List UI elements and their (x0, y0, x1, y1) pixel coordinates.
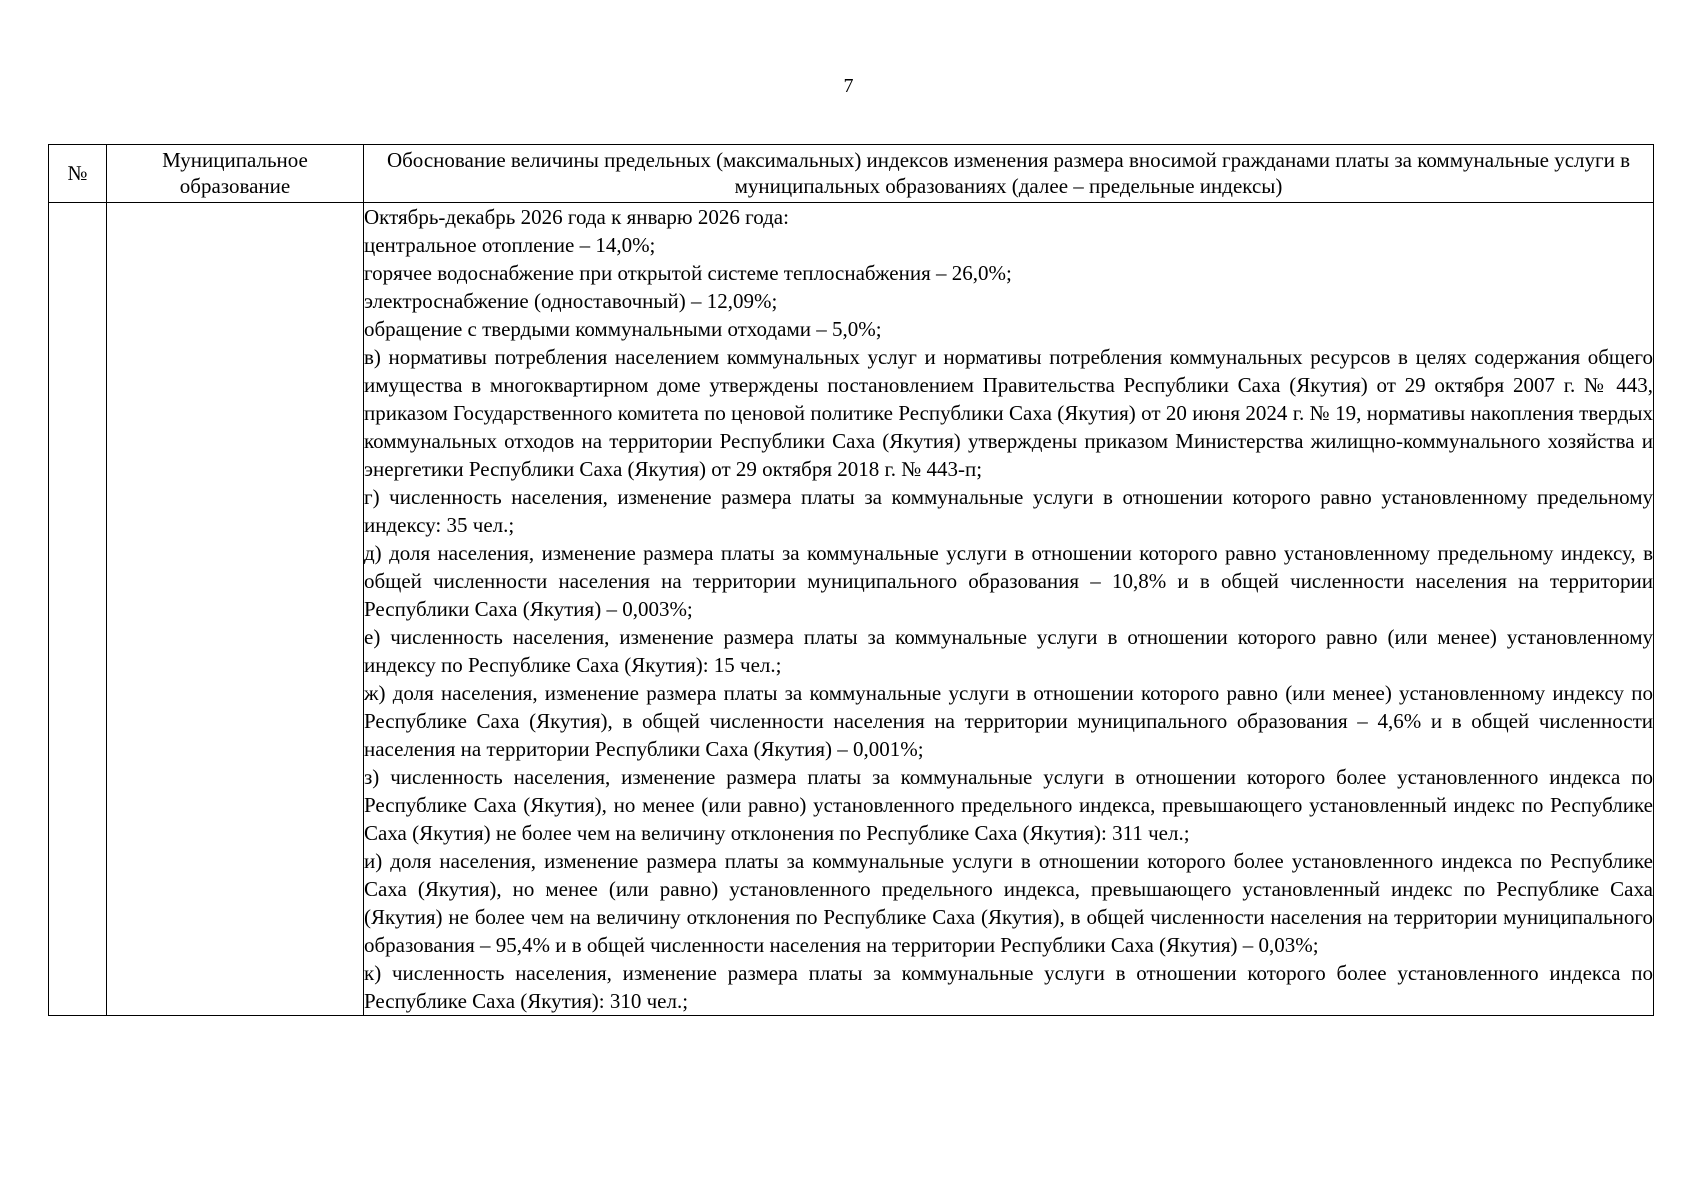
row-municipality-cell (107, 203, 364, 1016)
header-justification: Обоснование величины предельных (максимальных) индексов изменения размера вносимой гражданами платы за коммунальные услуги в муниципальных образованиях (далее – предельные индексы) (364, 145, 1654, 203)
table-row (49, 203, 1654, 1016)
row-justification-cell (364, 203, 1654, 1016)
paragraph-item-d: д) доля населения, изменение размера платы за коммунальные услуги в отношении которого равно установленному предельному индексу, в общей численности населения на территории муниципального образования – 10,8% и в общей численности населения на территории Республики Саха (Якутия) – 0,003%; (364, 541, 1653, 621)
row-number-cell (49, 203, 107, 1016)
paragraph-item-g: г) численность населения, изменение размера платы за коммунальные услуги в отношении которого равно установленному предельному индексу: 35 чел.; (364, 485, 1653, 537)
paragraph-item-zh: ж) доля населения, изменение размера платы за коммунальные услуги в отношении которого равно (или менее) установленному индексу по Республике Саха (Якутия), в общей численности населения на территории муниципального образования – 4,6% и в общей численности населения на территории Республики Саха (Якутия) – 0,001%; (364, 681, 1653, 761)
paragraph-hot-water: горячее водоснабжение при открытой системе теплоснабжения – 26,0%; (364, 261, 1012, 285)
header-municipality: Муниципальное образование (107, 145, 364, 203)
page-number: 7 (843, 75, 854, 97)
paragraph-item-z: з) численность населения, изменение размера платы за коммунальные услуги в отношении которого более установленного индекса по Республике Саха (Якутия), но менее (или равно) установленного предельного индекса, превышающего установленный индекс по Республике Саха (Якутия) не более чем на величину отклонения по Республике Саха (Якутия): 311 чел.; (364, 765, 1653, 845)
table-header-row (49, 145, 1654, 203)
paragraph-item-i: и) доля населения, изменение размера платы за коммунальные услуги в отношении которого более установленного индекса по Республике Саха (Якутия), но менее (или равно) установленного предельного индекса, превышающего установленный индекс по Республике Саха (Якутия) не более чем на величину отклонения по Республике Саха (Якутия), в общей численности населения на территории муниципального образования – 95,4% и в общей численности населения на территории Республики Саха (Якутия) – 0,03%; (364, 849, 1653, 957)
paragraph-item-v: в) нормативы потребления населением коммунальных услуг и нормативы потребления коммунальных ресурсов в целях содержания общего имущества в многоквартирном доме утверждены постановлением Правительства Республики Саха (Якутия) от 29 октября 2007 г. № 443, приказом Государственного комитета по ценовой политике Республики Саха (Якутия) от 20 июня 2024 г. № 19, нормативы накопления твердых коммунальных отходов на территории Республики Саха (Якутия) утверждены приказом Министерства жилищно-коммунального хозяйства и энергетики Республики Саха (Якутия) от 29 октября 2018 г. № 443-п; (364, 345, 1653, 481)
paragraph-item-e: е) численность населения, изменение размера платы за коммунальные услуги в отношении которого равно (или менее) установленному индексу по Республике Саха (Якутия): 15 чел.; (364, 625, 1653, 677)
paragraph-electricity: электроснабжение (одноставочный) – 12,09%; (364, 289, 778, 313)
paragraph-item-k: к) численность населения, изменение размера платы за коммунальные услуги в отношении которого более установленного индекса по Республике Саха (Якутия): 310 чел.; (364, 961, 1653, 1013)
paragraph-waste: обращение с твердыми коммунальными отходами – 5,0%; (364, 317, 882, 341)
header-number: № (49, 145, 107, 203)
paragraph-period: Октябрь-декабрь 2026 года к январю 2026 года: (364, 205, 789, 229)
justification-table (48, 144, 1654, 1016)
paragraph-heating: центральное отопление – 14,0%; (364, 233, 656, 257)
